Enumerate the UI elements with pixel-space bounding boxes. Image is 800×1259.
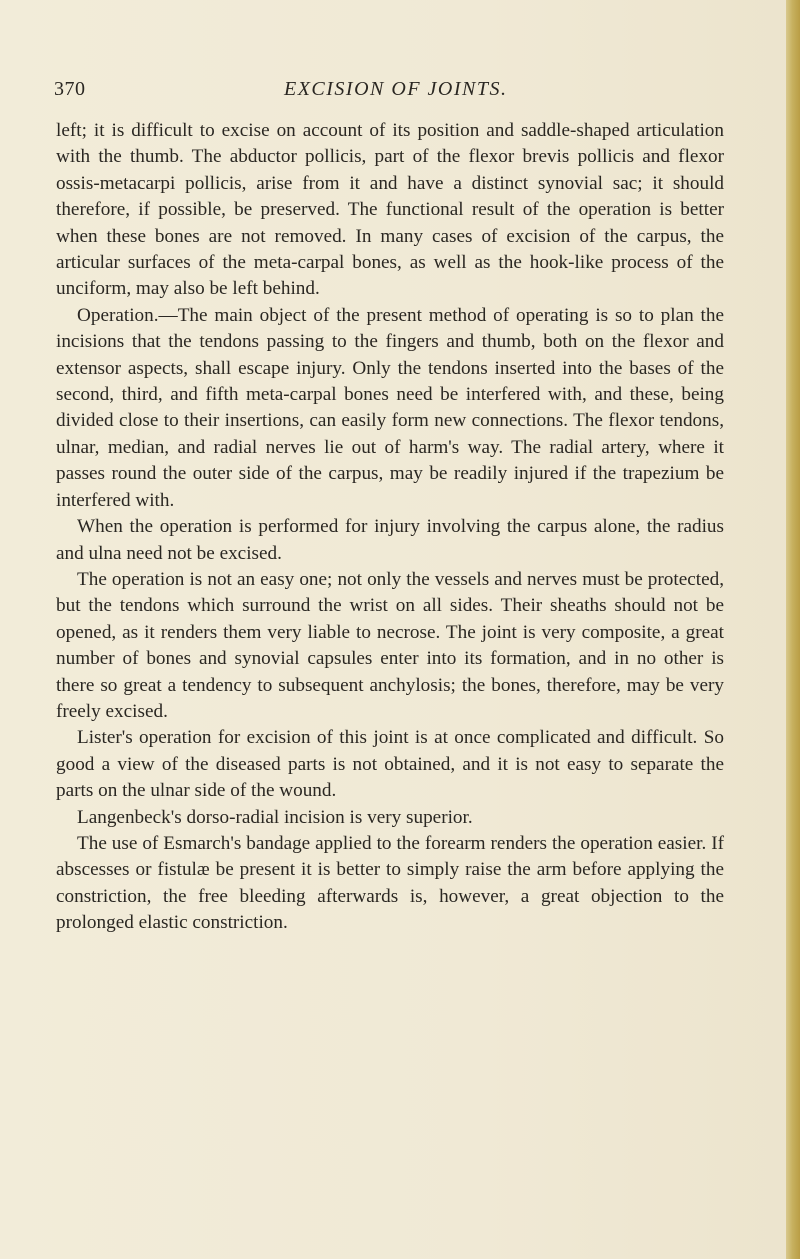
paragraph-carpus-alone: When the operation is performed for injury involving the carpus alone, the radius and ulna need not be excised. xyxy=(56,516,724,564)
body-text xyxy=(56,118,724,937)
paragraph-operation: Operation.—The main object of the present method of operating is so to plan the incisions that the tendons passing to the fingers and thumb, both on the flexor and extensor aspects, shall escape injury. Only the tendons inserted into the bases of the second, third, and fifth meta-carpal bones need be interfered with, and these, being divided close to their insertions, can easily form new connections. The flexor tendons, ulnar, median, and radial nerves lie out of harm's way. The radial artery, where it passes round the outer side of the carpus, may be readily injured if the trapezium be interfered with. xyxy=(56,304,724,511)
page-number: 370 xyxy=(54,78,86,100)
paragraph-continued: left; it is difficult to excise on account of its position and saddle-shaped articulation with the thumb. The abductor pollicis, part of the flexor brevis pollicis and flexor ossis-metacarpi pollicis, arise from it and have a distinct synovial sac; it should therefore, if possible, be preserved. The functional result of the operation is better when these bones are not removed. In many cases of excision of the carpus, the articular surfaces of the meta-carpal bones, as well as the hook-like process of the unciform, may also be left behind. xyxy=(56,120,724,300)
running-title: EXCISION OF JOINTS. xyxy=(284,78,508,100)
running-head xyxy=(54,78,744,106)
paragraph-listers-operation: Lister's operation for excision of this joint is at once complicated and difficult. So good a view of the diseased parts is not obtained, and it is not easy to separate the parts on the ulnar side of the wound. xyxy=(56,727,724,802)
gilt-page-edge xyxy=(786,0,800,1259)
paragraph-difficulty: The operation is not an easy one; not only the vessels and nerves must be protected, but the tendons which surround the wrist on all sides. Their sheaths should not be opened, as it renders them very liable to necrose. The joint is very composite, a great number of bones and synovial capsules enter into its formation, and in no other is there so great a tendency to subsequent anchylosis; the bones, therefore, may be very freely excised. xyxy=(56,568,724,722)
paragraph-esmarch-bandage: The use of Esmarch's bandage applied to the forearm renders the operation easier. If abscesses or fistulæ be present it is better to simply raise the arm before applying the constriction, the free bleeding afterwards is, however, a great objection to the prolonged elastic constriction. xyxy=(56,832,724,934)
paragraph-langenbeck: Langenbeck's dorso-radial incision is very superior. xyxy=(77,806,473,828)
